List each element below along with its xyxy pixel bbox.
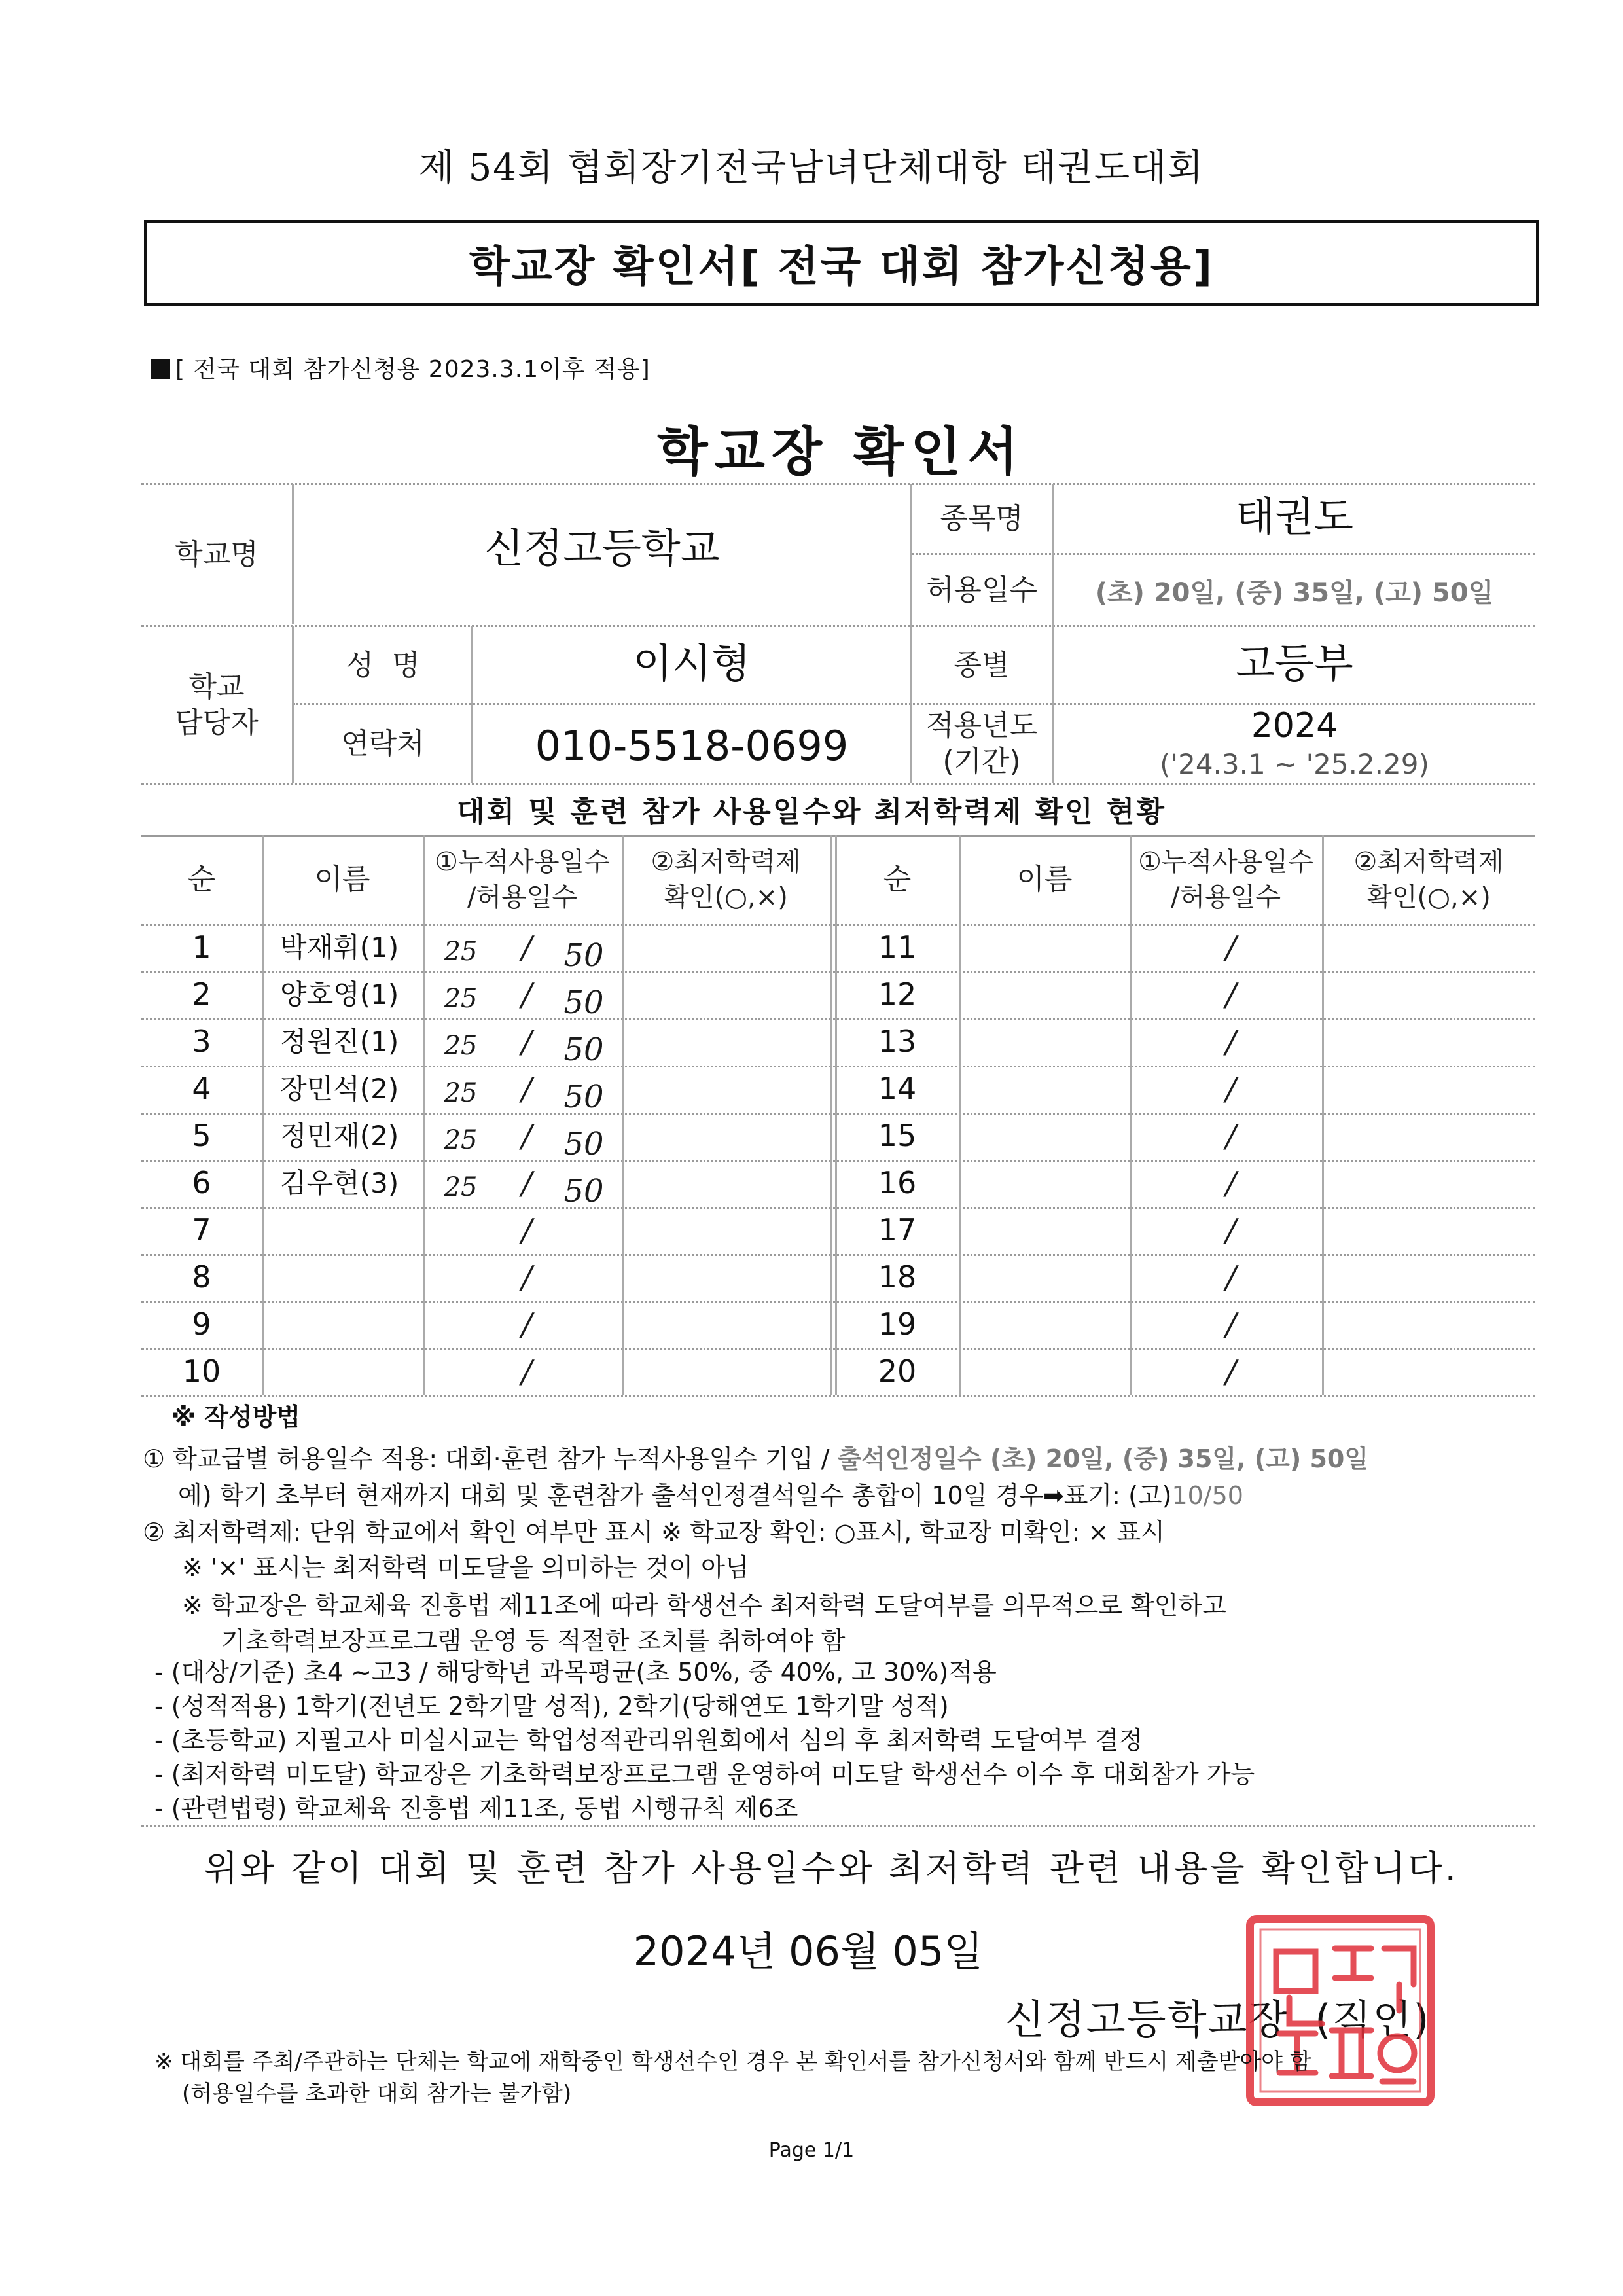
student-name: 김우현(3)	[280, 1166, 399, 1199]
note-10: - (관련법령) 학교체육 진흥법 제11조, 동법 시행규칙 제6조	[154, 1794, 798, 1823]
row-number: 2	[192, 977, 211, 1013]
row-number: 7	[192, 1212, 211, 1248]
table-divider	[830, 835, 832, 1395]
notes-rule	[141, 1825, 1535, 1827]
contact-label: 연락처	[341, 726, 425, 761]
contact-value: 010-5518-0699	[535, 722, 849, 770]
year-label-line1: 적용년도	[925, 709, 1037, 742]
note-6: - (대상/기준) 초4 ~고3 / 해당학년 과목평균(초 50%, 중 40%, 고 30%)적용	[154, 1658, 997, 1687]
note-1	[143, 1439, 1368, 1475]
row-number: 12	[878, 977, 917, 1013]
student-name: 장민석(2)	[280, 1072, 399, 1105]
row-number: 1	[192, 929, 211, 965]
col-header-name: 이름	[1016, 863, 1073, 897]
student-name: 양호영(1)	[280, 978, 399, 1011]
col-header-days-line: /허용일수	[467, 882, 578, 912]
note-1-text: ① 학교급별 허용일수 적용: 대회·훈련 참가 누적사용일수 기입 /	[143, 1444, 838, 1473]
allowed-days: 50	[563, 1079, 604, 1115]
student-name: 정원진(1)	[280, 1025, 399, 1058]
note-1-mark-label: 표기: (고)	[1063, 1481, 1172, 1510]
col-header-min-line: ②최저학력제	[651, 847, 801, 877]
row-number: 4	[192, 1071, 211, 1107]
table-rule	[141, 1395, 1535, 1397]
used-days: 25	[444, 1078, 478, 1108]
col-header-days-line: /허용일수	[1170, 882, 1281, 912]
row-number: 10	[182, 1354, 221, 1390]
student-name: 박재휘(1)	[280, 931, 399, 963]
col-header-no: 순	[187, 863, 216, 897]
col-header-min-line: ②최저학력제	[1353, 847, 1504, 877]
form-title: 학교장 확인서	[657, 422, 1025, 482]
days-slash: /	[521, 1306, 533, 1343]
school-name-value: 신정고등학교	[484, 524, 720, 573]
days-slash: /	[521, 1071, 533, 1107]
used-days: 25	[444, 1172, 478, 1202]
used-days: 25	[444, 1031, 478, 1061]
competition-title: 제 54회 협회장기전국남녀단체대항 태권도대회	[418, 147, 1205, 189]
days-slash: /	[521, 1354, 533, 1390]
days-slash: /	[521, 1118, 533, 1155]
note-1-example	[178, 1475, 1243, 1511]
note-3: ※ '×' 표시는 최저학력 미도달을 의미하는 것이 아님	[182, 1553, 749, 1582]
row-number: 19	[878, 1306, 917, 1342]
allowed-days: 50	[563, 937, 604, 974]
year-label-line2: (기간)	[942, 745, 1021, 778]
col-header-no: 순	[883, 863, 912, 897]
notes-heading: ※ 작성방법	[171, 1403, 301, 1431]
note-8: - (초등학교) 지필고사 미실시교는 학업성적관리위원회에서 심의 후 최저학력 도달여부 결정	[154, 1726, 1143, 1755]
note-1-example-text: 예) 학기 초부터 현재까지 대회 및 훈련참가 출석인정결석일수 총합이 10일 경우	[178, 1481, 1043, 1510]
row-number: 16	[878, 1165, 917, 1201]
row-number: 8	[192, 1259, 211, 1295]
title-box: 학교장 확인서[ 전국 대회 참가신청용]	[144, 220, 1539, 306]
year: 2024	[1251, 706, 1338, 746]
row-number: 14	[878, 1071, 917, 1107]
note-4: ※ 학교장은 학교체육 진흥법 제11조에 따라 학생선수 최저학력 도달여부를 의무적으로 확인하고	[182, 1591, 1226, 1620]
days-slash: /	[1225, 1354, 1237, 1390]
footnote	[154, 2043, 1311, 2108]
days-slash: /	[1225, 1306, 1237, 1343]
manager-name-value: 이시형	[633, 639, 751, 688]
days-slash: /	[521, 1165, 533, 1202]
col-header-days	[1130, 835, 1322, 924]
section-title: 대회 및 훈련 참가 사용일수와 최저학력제 확인 현황	[457, 795, 1166, 829]
row-number: 3	[192, 1024, 211, 1060]
allowed-days-label: 허용일수	[925, 573, 1037, 607]
name-label: 성 명	[346, 648, 420, 682]
row-number: 13	[878, 1024, 917, 1060]
category-value: 고등부	[1236, 639, 1353, 688]
days-slash: /	[1225, 1212, 1237, 1249]
page-number: Page 1/1	[768, 2139, 855, 2162]
student-name	[280, 1301, 423, 1348]
col-header-name: 이름	[314, 863, 370, 897]
row-number: 15	[878, 1118, 917, 1154]
used-days: 25	[444, 937, 478, 967]
note-1-mark-value: 10/50	[1171, 1481, 1243, 1510]
note-7: - (성적적용) 1학기(전년도 2학기말 성적), 2학기(당해연도 1학기말 성적)	[154, 1692, 949, 1721]
allowed-days: 50	[563, 1031, 604, 1068]
note-2: ② 최저학력제: 단위 학교에서 확인 여부만 표시 ※ 학교장 확인: ○표시, 학교장 미확인: × 표시	[143, 1518, 1165, 1547]
col-header-min	[622, 835, 830, 924]
col-header-min-line: 확인(○,×)	[1366, 882, 1491, 912]
manager-label-line1: 학교	[188, 670, 245, 704]
used-days: 25	[444, 984, 478, 1014]
col-header-days-line: ①누적사용일수	[435, 847, 610, 877]
col-header-days-line: ①누적사용일수	[1138, 847, 1313, 877]
col-header-min	[1322, 835, 1535, 924]
sport-label: 종목명	[940, 501, 1024, 535]
principal-name: 신정고등학교장	[1005, 1996, 1289, 2043]
confirmation-text: 위와 같이 대회 및 훈련 참가 사용일수와 최저학력 관련 내용을 확인합니다.	[204, 1848, 1459, 1889]
date: 2024년 06월 05일	[633, 1928, 984, 1975]
days-slash: /	[1225, 929, 1237, 966]
used-days: 25	[444, 1125, 478, 1155]
days-slash: /	[1225, 1071, 1237, 1107]
row-number: 11	[878, 929, 917, 965]
row-number: 17	[878, 1212, 917, 1248]
row-number: 18	[878, 1259, 917, 1295]
period: ('24.3.1 ~ '25.2.29)	[1160, 748, 1429, 781]
days-slash: /	[521, 1212, 533, 1249]
sport-value: 태권도	[1236, 493, 1353, 541]
row-number: 5	[192, 1118, 211, 1154]
days-slash: /	[1225, 1165, 1237, 1202]
student-name	[280, 1207, 423, 1254]
allowed-days-value: (초) 20일, (중) 35일, (고) 50일	[1095, 578, 1494, 608]
row-number: 6	[192, 1165, 211, 1201]
days-slash: /	[1225, 1024, 1237, 1060]
notice-text: [ 전국 대회 참가신청용 2023.3.1이후 적용]	[175, 356, 651, 383]
allowed-days: 50	[563, 1126, 604, 1162]
note-1-days: 출석인정일수 (초) 20일, (중) 35일, (고) 50일	[837, 1444, 1369, 1473]
student-name: 정민재(2)	[280, 1119, 399, 1152]
category-label: 종별	[954, 648, 1010, 682]
days-slash: /	[521, 1024, 533, 1060]
col-header-days	[423, 835, 622, 924]
days-slash: /	[521, 1259, 533, 1296]
footnote-line1: ※ 대회를 주최/주관하는 단체는 학교에 재학중인 학생선수인 경우 본 확인서를 참가신청서와 함께 반드시 제출받아야 함	[154, 2049, 1311, 2075]
note-5: 기초학력보장프로그램 운영 등 적절한 조치를 취하여야 함	[221, 1626, 846, 1655]
student-name	[280, 1348, 423, 1395]
col-header-min-line: 확인(○,×)	[664, 882, 788, 912]
row-number: 9	[192, 1306, 211, 1342]
right-arrow-icon: ➡	[1043, 1481, 1064, 1510]
school-name-label: 학교명	[175, 537, 259, 571]
days-slash: /	[521, 977, 533, 1013]
note-9: - (최저학력 미도달) 학교장은 기초학력보장프로그램 운영하여 미도달 학생선수 이수 후 대회참가 가능	[154, 1760, 1255, 1789]
days-slash: /	[1225, 1259, 1237, 1296]
footnote-line2: (허용일수를 초과한 대회 참가는 불가함)	[182, 2081, 572, 2107]
seal-note: (직인)	[1315, 1996, 1431, 2043]
days-slash: /	[521, 929, 533, 966]
row-number: 20	[878, 1354, 917, 1390]
allowed-days: 50	[563, 984, 604, 1021]
student-name	[280, 1254, 423, 1301]
days-slash: /	[1225, 977, 1237, 1013]
days-slash: /	[1225, 1118, 1237, 1155]
manager-label-line2: 담당자	[175, 706, 259, 740]
allowed-days: 50	[563, 1173, 604, 1210]
